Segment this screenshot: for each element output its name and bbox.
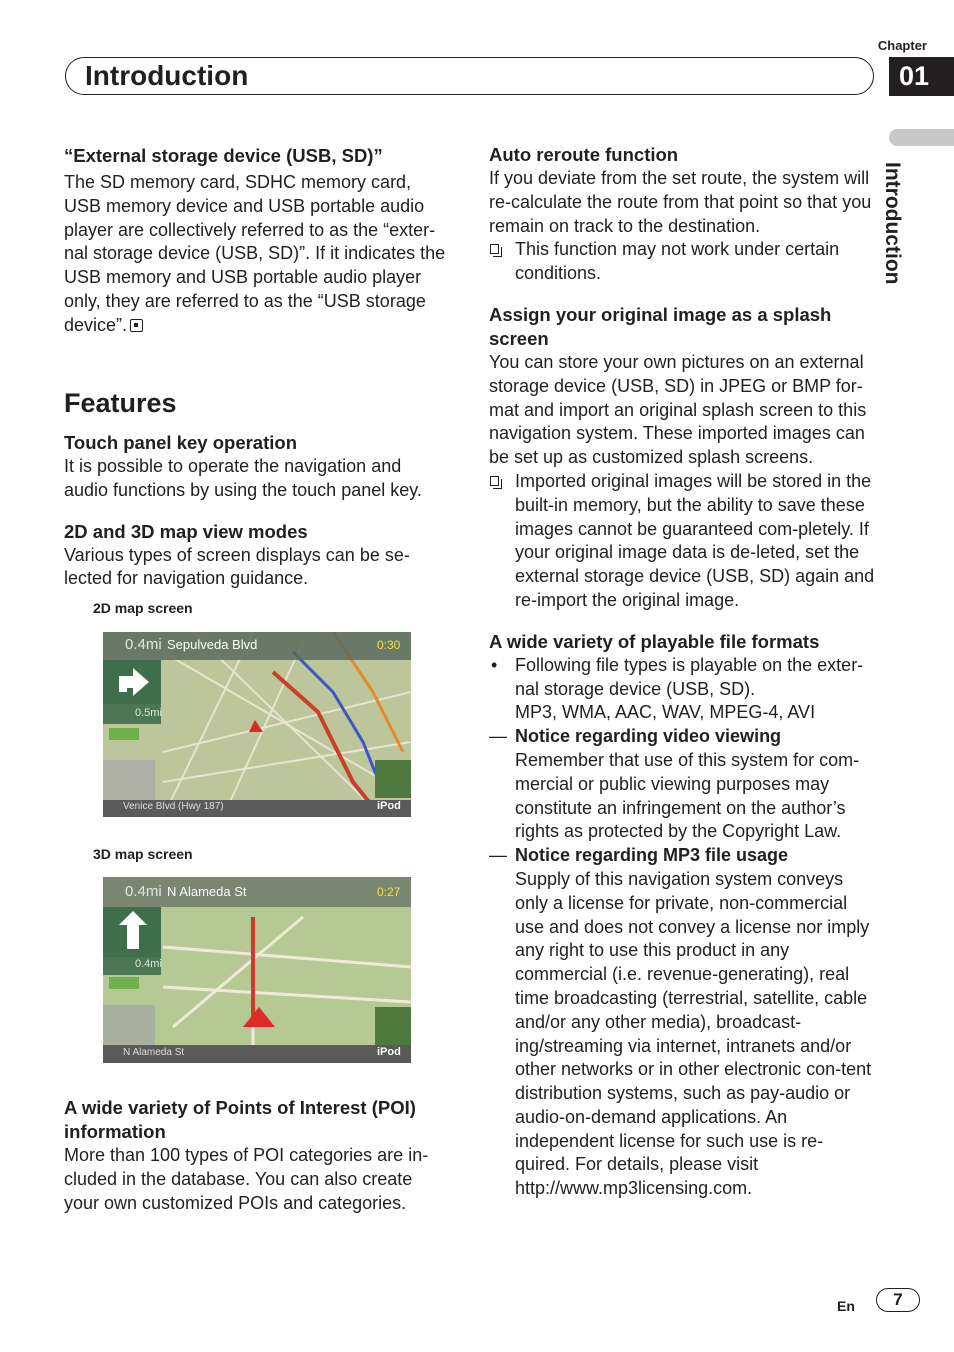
formats-bullet (489, 654, 877, 725)
map3d-roads (103, 877, 411, 1063)
formats-heading: A wide variety of playable file formats (489, 630, 820, 652)
poi-heading: A wide variety of Points of Interest (POI) information (64, 1097, 416, 1142)
map2d-bottom-street: Venice Blvd (Hwy 187) (123, 801, 224, 812)
poi-section (64, 1096, 446, 1215)
map2d-screenshot (103, 632, 411, 817)
map3d-time: 0:27 (377, 885, 401, 899)
splash-note-text: Imported original images will be stored in the built-in memory, but the ability to save these images cannot be guaranteed com-pletely. If your original image data is de-leted, set the external storage device (USB, SD) again and re-import the original image. (515, 470, 875, 610)
dash-icon: — (489, 845, 507, 866)
splash-heading: Assign your original image as a splash screen (489, 303, 832, 349)
note-checkbox-icon (490, 476, 499, 486)
video-notice-body: Remember that use of this system for com-mercial or public viewing purposes may constitute an infringement on the author’s rights as protected by the Copyright Law. (515, 749, 860, 842)
map2d-roads (103, 632, 411, 817)
bullet-icon: • (491, 654, 498, 675)
map3d-sub-distance: 0.4mi (135, 958, 162, 970)
formats-bullet-text: Following file types is playable on the exter-nal storage device (USB, SD). (515, 654, 864, 699)
map3d-screenshot (103, 877, 411, 1063)
map2d-sub-distance: 0.5mi (135, 707, 162, 719)
reroute-note (489, 238, 877, 286)
note-checkbox-icon (490, 244, 499, 254)
video-notice (489, 725, 877, 844)
touch-body: It is possible to operate the navigation and audio functions by using the touch panel key. (64, 456, 422, 500)
features-section (64, 386, 446, 591)
splash-body: You can store your own pictures on an external storage device (USB, SD) in JPEG or BMP for-mat and import an original splash screen to this navigation system. These imported images can be set up as customized splash screens. (489, 351, 867, 468)
map3d-ipod: iPod (377, 1046, 401, 1058)
map2d-caption: 2D map screen (93, 600, 193, 616)
side-section-label: Introduction (881, 162, 904, 285)
mp3-notice (489, 844, 877, 1201)
poi-body: More than 100 types of POI categories are in-cluded in the database. You can also create your own customized POIs and categories. (64, 1145, 429, 1213)
reroute-heading: Auto reroute function (489, 144, 679, 165)
map2d-time: 0:30 (377, 638, 401, 652)
map2d-ipod: iPod (377, 800, 401, 812)
ext-storage-text: The SD memory card, SDHC memory card, USB memory device and USB portable audio player are collectively referred to as the “exter-nal storage device (USB, SD)”. If it indicates the USB memory and USB portable audio player only, they are referred to as the “USB storage device”. (64, 172, 446, 335)
map3d-caption: 3D map screen (93, 846, 193, 862)
side-tab (889, 129, 954, 146)
language-label: En (837, 1298, 855, 1314)
page-title: Introduction (85, 60, 249, 91)
map3d-bottom-street: N Alameda St (123, 1047, 185, 1058)
reroute-note-text: This function may not work under certain conditions. (515, 239, 840, 284)
map2d-distance: 0.4mi (125, 636, 162, 653)
chapter-label: Chapter (877, 38, 927, 53)
video-notice-title: Notice regarding video viewing (515, 726, 782, 747)
dash-icon: — (489, 726, 507, 747)
reroute-body: If you deviate from the set route, the system will re-calculate the route from that point so that you remain on track to the destination. (489, 168, 872, 236)
map3d-distance: 0.4mi (125, 883, 162, 900)
ext-storage-section (64, 144, 446, 338)
ext-storage-heading: “External storage device (USB, SD)” (64, 145, 383, 166)
end-mark-icon (130, 319, 143, 332)
map-modes-heading: 2D and 3D map view modes (64, 520, 308, 542)
chapter-number: 01 (889, 57, 954, 96)
mp3-notice-body: Supply of this navigation system conveys only a license for private, non-commercial use and does not convey a license nor imply any right to use this product in any commercial (i.e. revenue-generating), real time broadcasting (terrestrial, satellite, cable and/or any other media), broadcast-ing/streaming via internet, intranets and/or other networks or in other electronic con-tent distribution systems, such as pay-audio or audio-on-demand applications. An independent license for such use is re-quired. For details, please visit http://www.mp3licensing.com. (515, 868, 872, 1199)
map-modes-body: Various types of screen displays can be se-lected for navigation guidance. (64, 544, 410, 589)
formats-types: MP3, WMA, AAC, WAV, MPEG-4, AVI (515, 702, 816, 723)
splash-note (489, 470, 877, 613)
page-number: 7 (876, 1288, 920, 1312)
mp3-notice-title: Notice regarding MP3 file usage (515, 845, 789, 866)
map3d-street: N Alameda St (167, 884, 247, 899)
features-title: Features (64, 388, 177, 418)
right-column (489, 143, 877, 1201)
touch-heading: Touch panel key operation (64, 432, 298, 453)
map2d-street: Sepulveda Blvd (167, 637, 258, 652)
ext-storage-body (64, 171, 446, 338)
